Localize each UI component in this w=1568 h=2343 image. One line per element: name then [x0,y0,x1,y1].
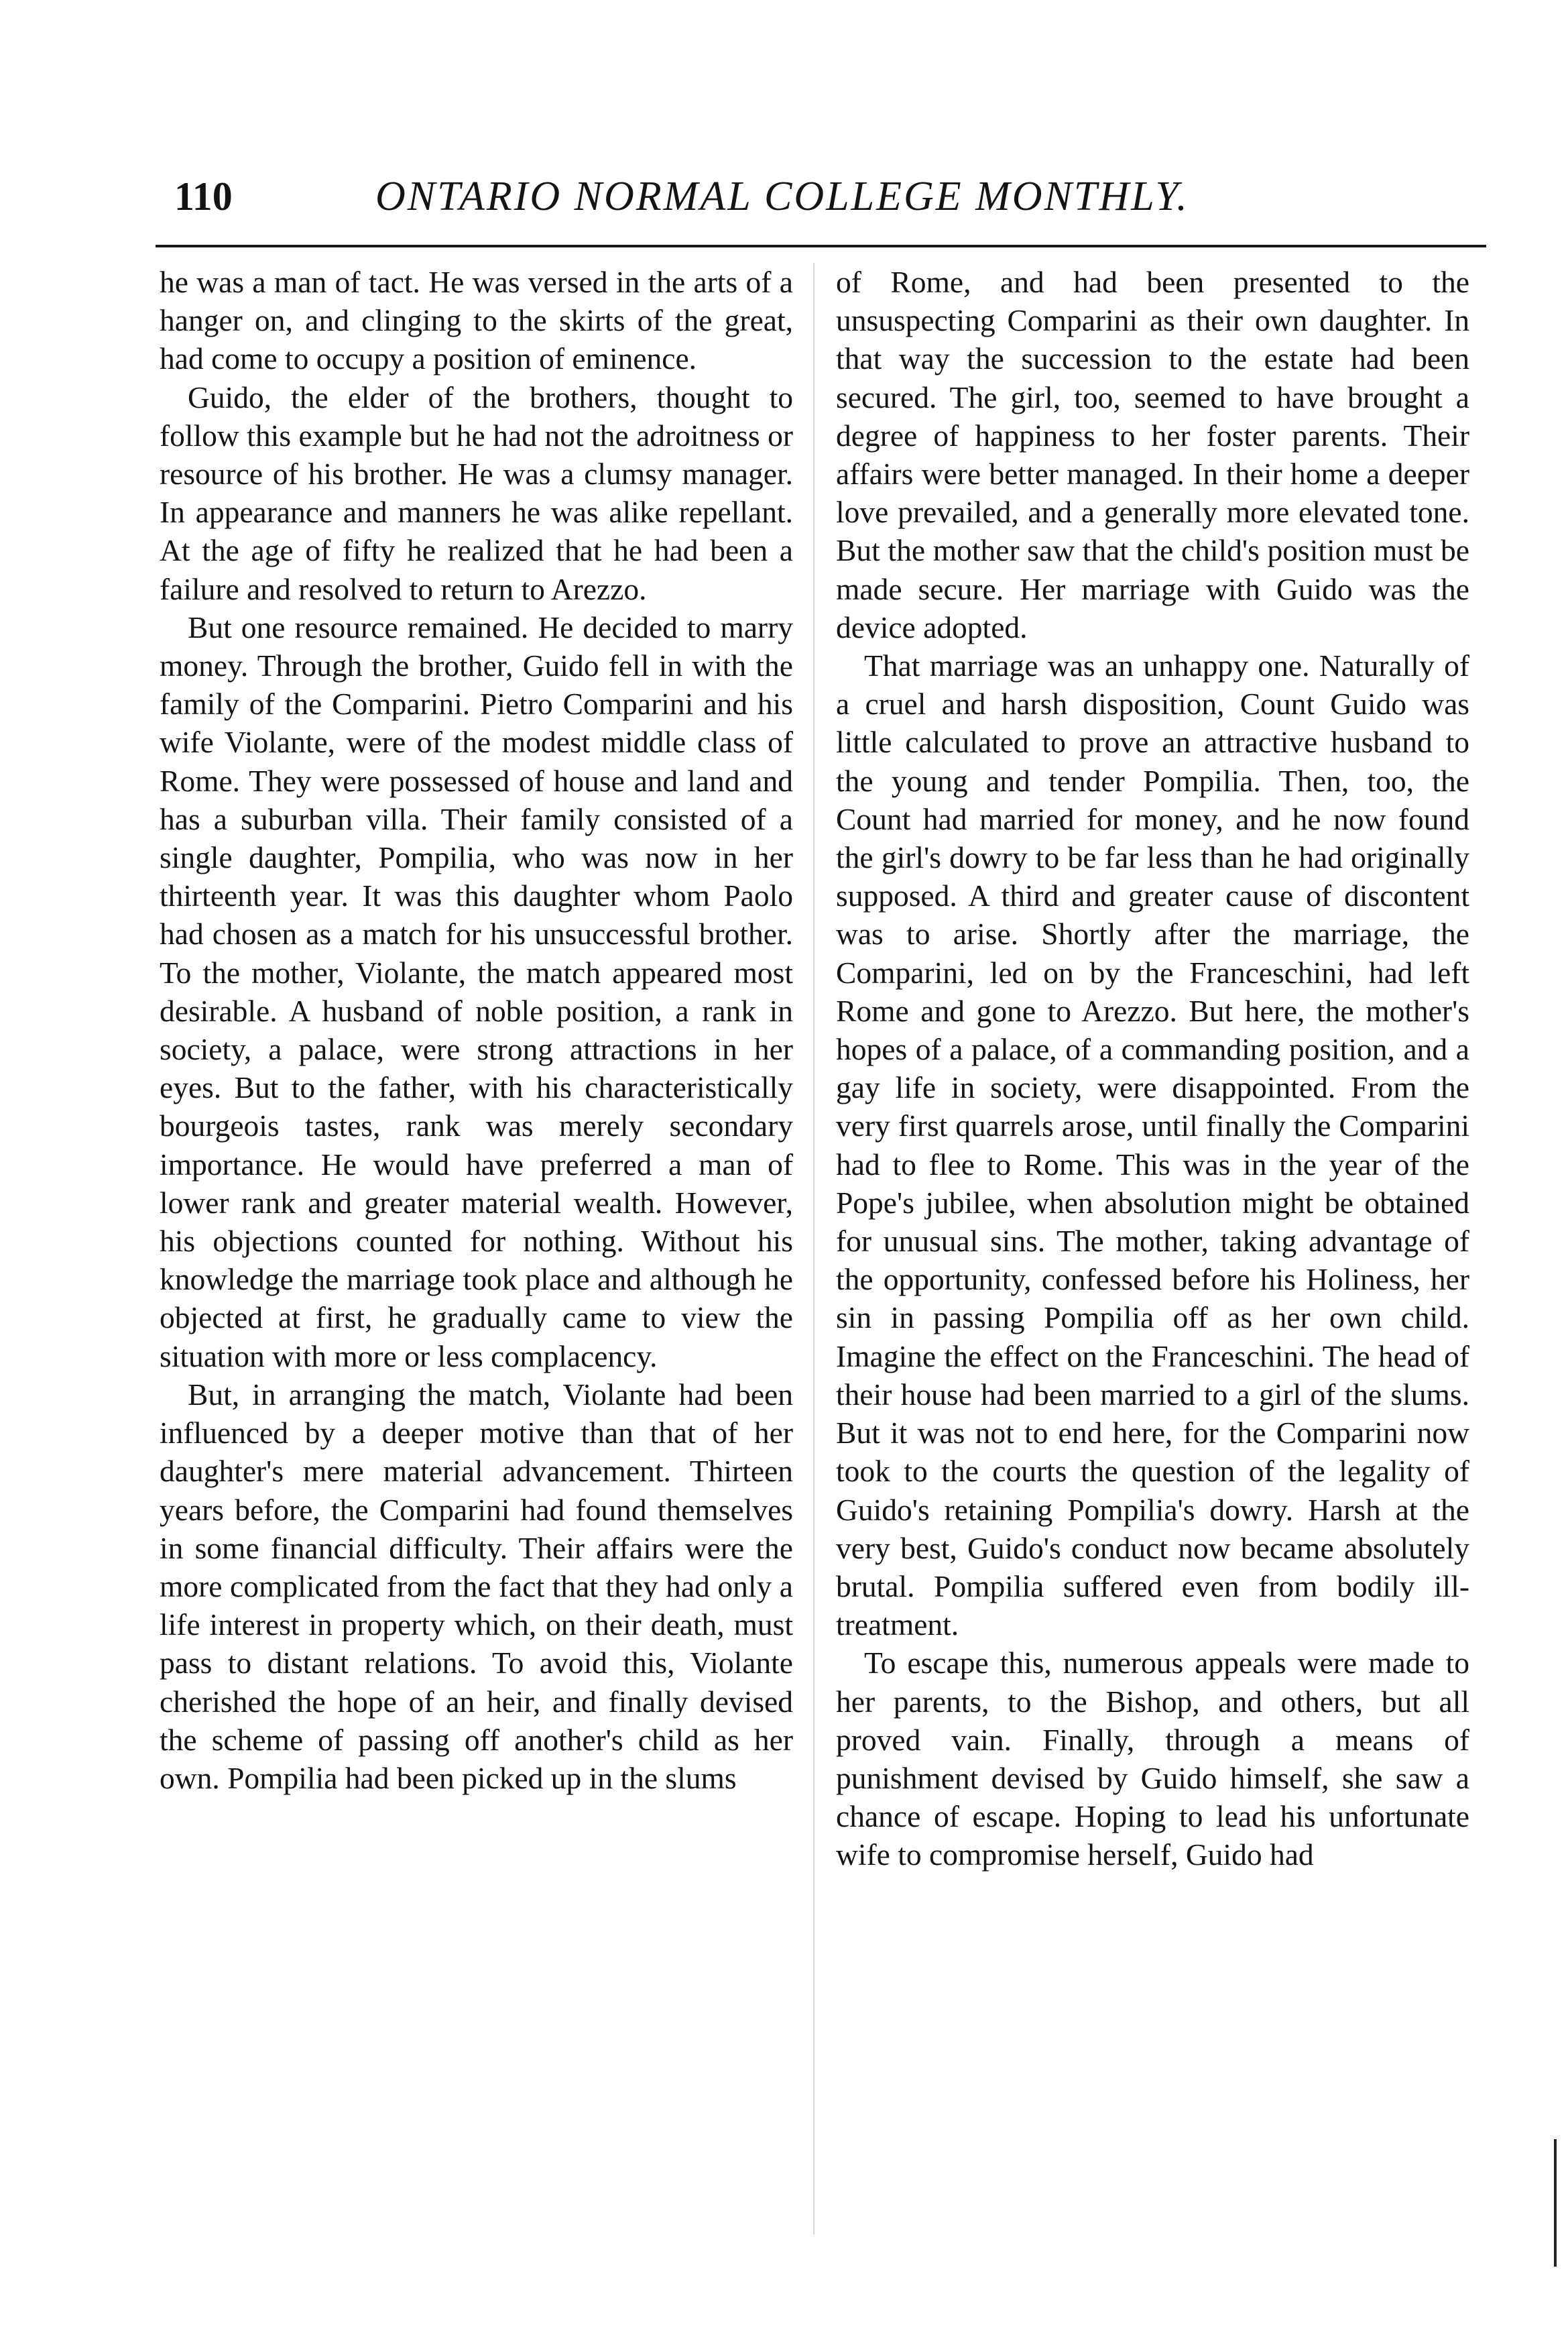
column-divider [813,263,815,2234]
paragraph: But one resource remained. He decided to marry money. Through the brother, Guido fell in with the family of the Comparini. Pietro Comparini and his wife Violante, were of the modest middle class of Rome. They were possessed of house and land and has a suburban villa. Their family consisted of a single daughter, Pompilia, who was now in her thirteenth year. It was this daughter whom Paolo had chosen as a match for his unsuccessful brother. To the mother, Violante, the match appeared most desirable. A husband of noble position, a rank in society, a palace, were strong attractions in her eyes. But to the father, with his characteristically bourgeois tastes, rank was merely secondary importance. He would have preferred a man of lower rank and greater material wealth. However, his objections counted for nothing. Without his knowledge the marriage took place and although he objected at first, he gradually came to view the situation with more or less complacency. [160,610,793,1373]
paragraph: To escape this, numerous appeals were made to her parents, to the Bishop, and others, but all proved vain. Finally, through a means of punishment devised by Guido himself, she saw a chance of escape. Hoping to lead his unfortunate wife to compromise herself, Guido had [836,1646,1469,1872]
paragraph: Guido, the elder of the brothers, thought to follow this example but he had not the adroitness or resource of his brother. He was a clumsy manager. In appearance and manners he was alike repellant. At the age of fifty he realized that he had been a failure and resolved to return to Arezzo. [160,380,793,606]
page-header [154,160,1485,233]
right-column [836,263,1469,1874]
left-column [160,263,793,1797]
paragraph: he was a man of tact. He was versed in the arts of a hanger on, and clinging to the skirts of the great, had come to occupy a position of eminence. [160,265,793,376]
header-rule [156,245,1486,247]
paragraph: That marriage was an unhappy one. Naturally of a cruel and harsh disposition, Count Guido was little calculated to prove an attractive husband to the young and tender Pompilia. Then, too, the Count had married for money, and he now found the girl's dowry to be far less than he had originally supposed. A third and greater cause of discontent was to arise. Shortly after the marriage, the Comparini, led on by the Franceschini, had left Rome and gone to Arezzo. But here, the mother's hopes of a palace, of a commanding position, and a gay life in society, were disappointed. From the very first quarrels arose, until finally the Comparini had to flee to Rome. This was in the year of the Pope's jubilee, when absolution might be obtained for unusual sins. The mother, taking advantage of the opportunity, confessed before his Holiness, her sin in passing Pompilia off as her own child. Imagine the effect on the Franceschini. The head of their house had been married to a girl of the slums. But it was not to end here, for the Comparini now took to the courts the question of the legality of Guido's retaining Pompilia's dowry. Harsh at the very best, Guido's conduct now became absolutely brutal. Pompilia suffered even from bodily ill-treatment. [836,648,1469,1642]
page-number: 110 [174,174,233,219]
scan-edge-mark [1554,2139,1557,2267]
paragraph: But, in arranging the match, Violante had been influenced by a deeper motive than that of her daughter's mere material advancement. Thirteen years before, the Comparini had found themselves in some financial difficulty. Their affairs were the more complicated from the fact that they had only a life interest in property which, on their death, must pass to distant relations. To avoid this, Violante cherished the hope of an heir, and finally devised the scheme of passing off another's child as her own. Pompilia had been picked up in the slums [160,1377,793,1795]
paragraph: of Rome, and had been presented to the unsuspecting Comparini as their own daughter. In that way the succession to the estate had been secured. The girl, too, seemed to have brought a degree of happiness to her foster parents. Their affairs were better managed. In their home a deeper love prevailed, and a generally more elevated tone. But the mother saw that the child's position must be made secure. Her marriage with Guido was the device adopted. [836,265,1469,644]
running-title: ONTARIO NORMAL COLLEGE MONTHLY. [375,174,1189,219]
